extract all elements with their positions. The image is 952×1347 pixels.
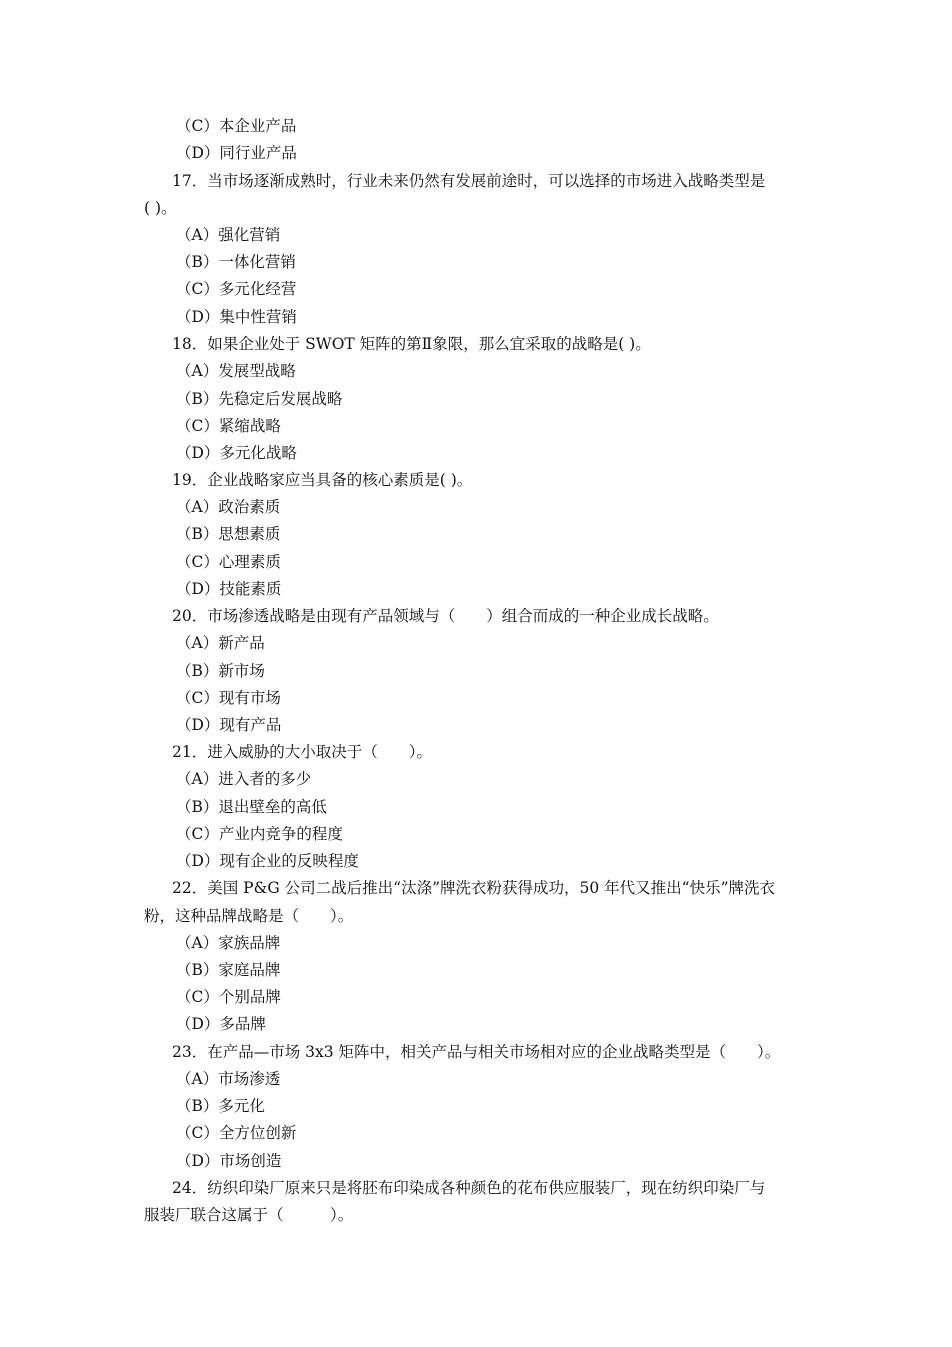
question-23: 23．在产品—市场 3x3 矩阵中，相关产品与相关市场相对应的企业战略类型是（ ）。 [172, 1043, 781, 1061]
option-23d: （D）市场创造 [176, 1152, 282, 1170]
option-17a: （A）强化营销 [176, 226, 281, 244]
option-22d: （D）多品牌 [176, 1015, 266, 1033]
option-17d: （D）集中性营销 [176, 308, 297, 326]
question-20: 20．市场渗透战略是由现有产品领域与（ ）组合而成的一种企业成长战略。 [172, 607, 719, 625]
question-17-continued: ( )。 [144, 199, 177, 217]
question-24-continued: 服装厂联合这属于（ ）。 [144, 1206, 354, 1224]
option-21c: （C）产业内竞争的程度 [176, 825, 343, 843]
question-22-continued: 粉，这种品牌战略是（ ）。 [144, 907, 354, 925]
question-21: 21．进入威胁的大小取决于（ ）。 [172, 743, 432, 761]
option-20b: （B）新市场 [176, 662, 265, 680]
option-23c: （C）全方位创新 [176, 1124, 297, 1142]
option-20a: （A）新产品 [176, 634, 265, 652]
option-22a: （A）家族品牌 [176, 934, 281, 952]
option-19c: （C）心理素质 [176, 553, 281, 571]
option-20c: （C）现有市场 [176, 689, 281, 707]
option-19a: （A）政治素质 [176, 498, 281, 516]
option-18c: （C）紧缩战略 [176, 417, 281, 435]
option-19d: （D）技能素质 [176, 580, 282, 598]
option-21d: （D）现有企业的反映程度 [176, 852, 359, 870]
question-22: 22．美国 P&G 公司二战后推出“汰涤”牌洗衣粉获得成功，50 年代又推出“快乐”牌洗衣 [172, 879, 776, 897]
question-18: 18．如果企业处于 SWOT 矩阵的第Ⅱ象限，那么宜采取的战略是( )。 [172, 335, 651, 353]
option-23a: （A）市场渗透 [176, 1070, 281, 1088]
option-22c: （C）个别品牌 [176, 988, 281, 1006]
question-17: 17．当市场逐渐成熟时，行业未来仍然有发展前途时，可以选择的市场进入战略类型是 [172, 172, 766, 190]
question-19: 19．企业战略家应当具备的核心素质是( )。 [172, 471, 473, 489]
option-17c: （C）多元化经营 [176, 280, 297, 298]
option-20d: （D）现有产品 [176, 716, 282, 734]
option-18b: （B）先稳定后发展战略 [176, 390, 343, 408]
option-18d: （D）多元化战略 [176, 444, 297, 462]
option-21a: （A）进入者的多少 [176, 770, 312, 788]
option-23b: （B）多元化 [176, 1097, 265, 1115]
option-16d: （D）同行业产品 [176, 144, 297, 162]
option-17b: （B）一体化营销 [176, 253, 296, 271]
option-19b: （B）思想素质 [176, 525, 281, 543]
question-24: 24．纺织印染厂原来只是将胚布印染成各种颜色的花布供应服装厂，现在纺织印染厂与 [172, 1179, 766, 1197]
option-18a: （A）发展型战略 [176, 362, 296, 380]
option-22b: （B）家庭品牌 [176, 961, 281, 979]
option-16c: （C）本企业产品 [176, 117, 297, 135]
option-21b: （B）退出壁垒的高低 [176, 798, 327, 816]
